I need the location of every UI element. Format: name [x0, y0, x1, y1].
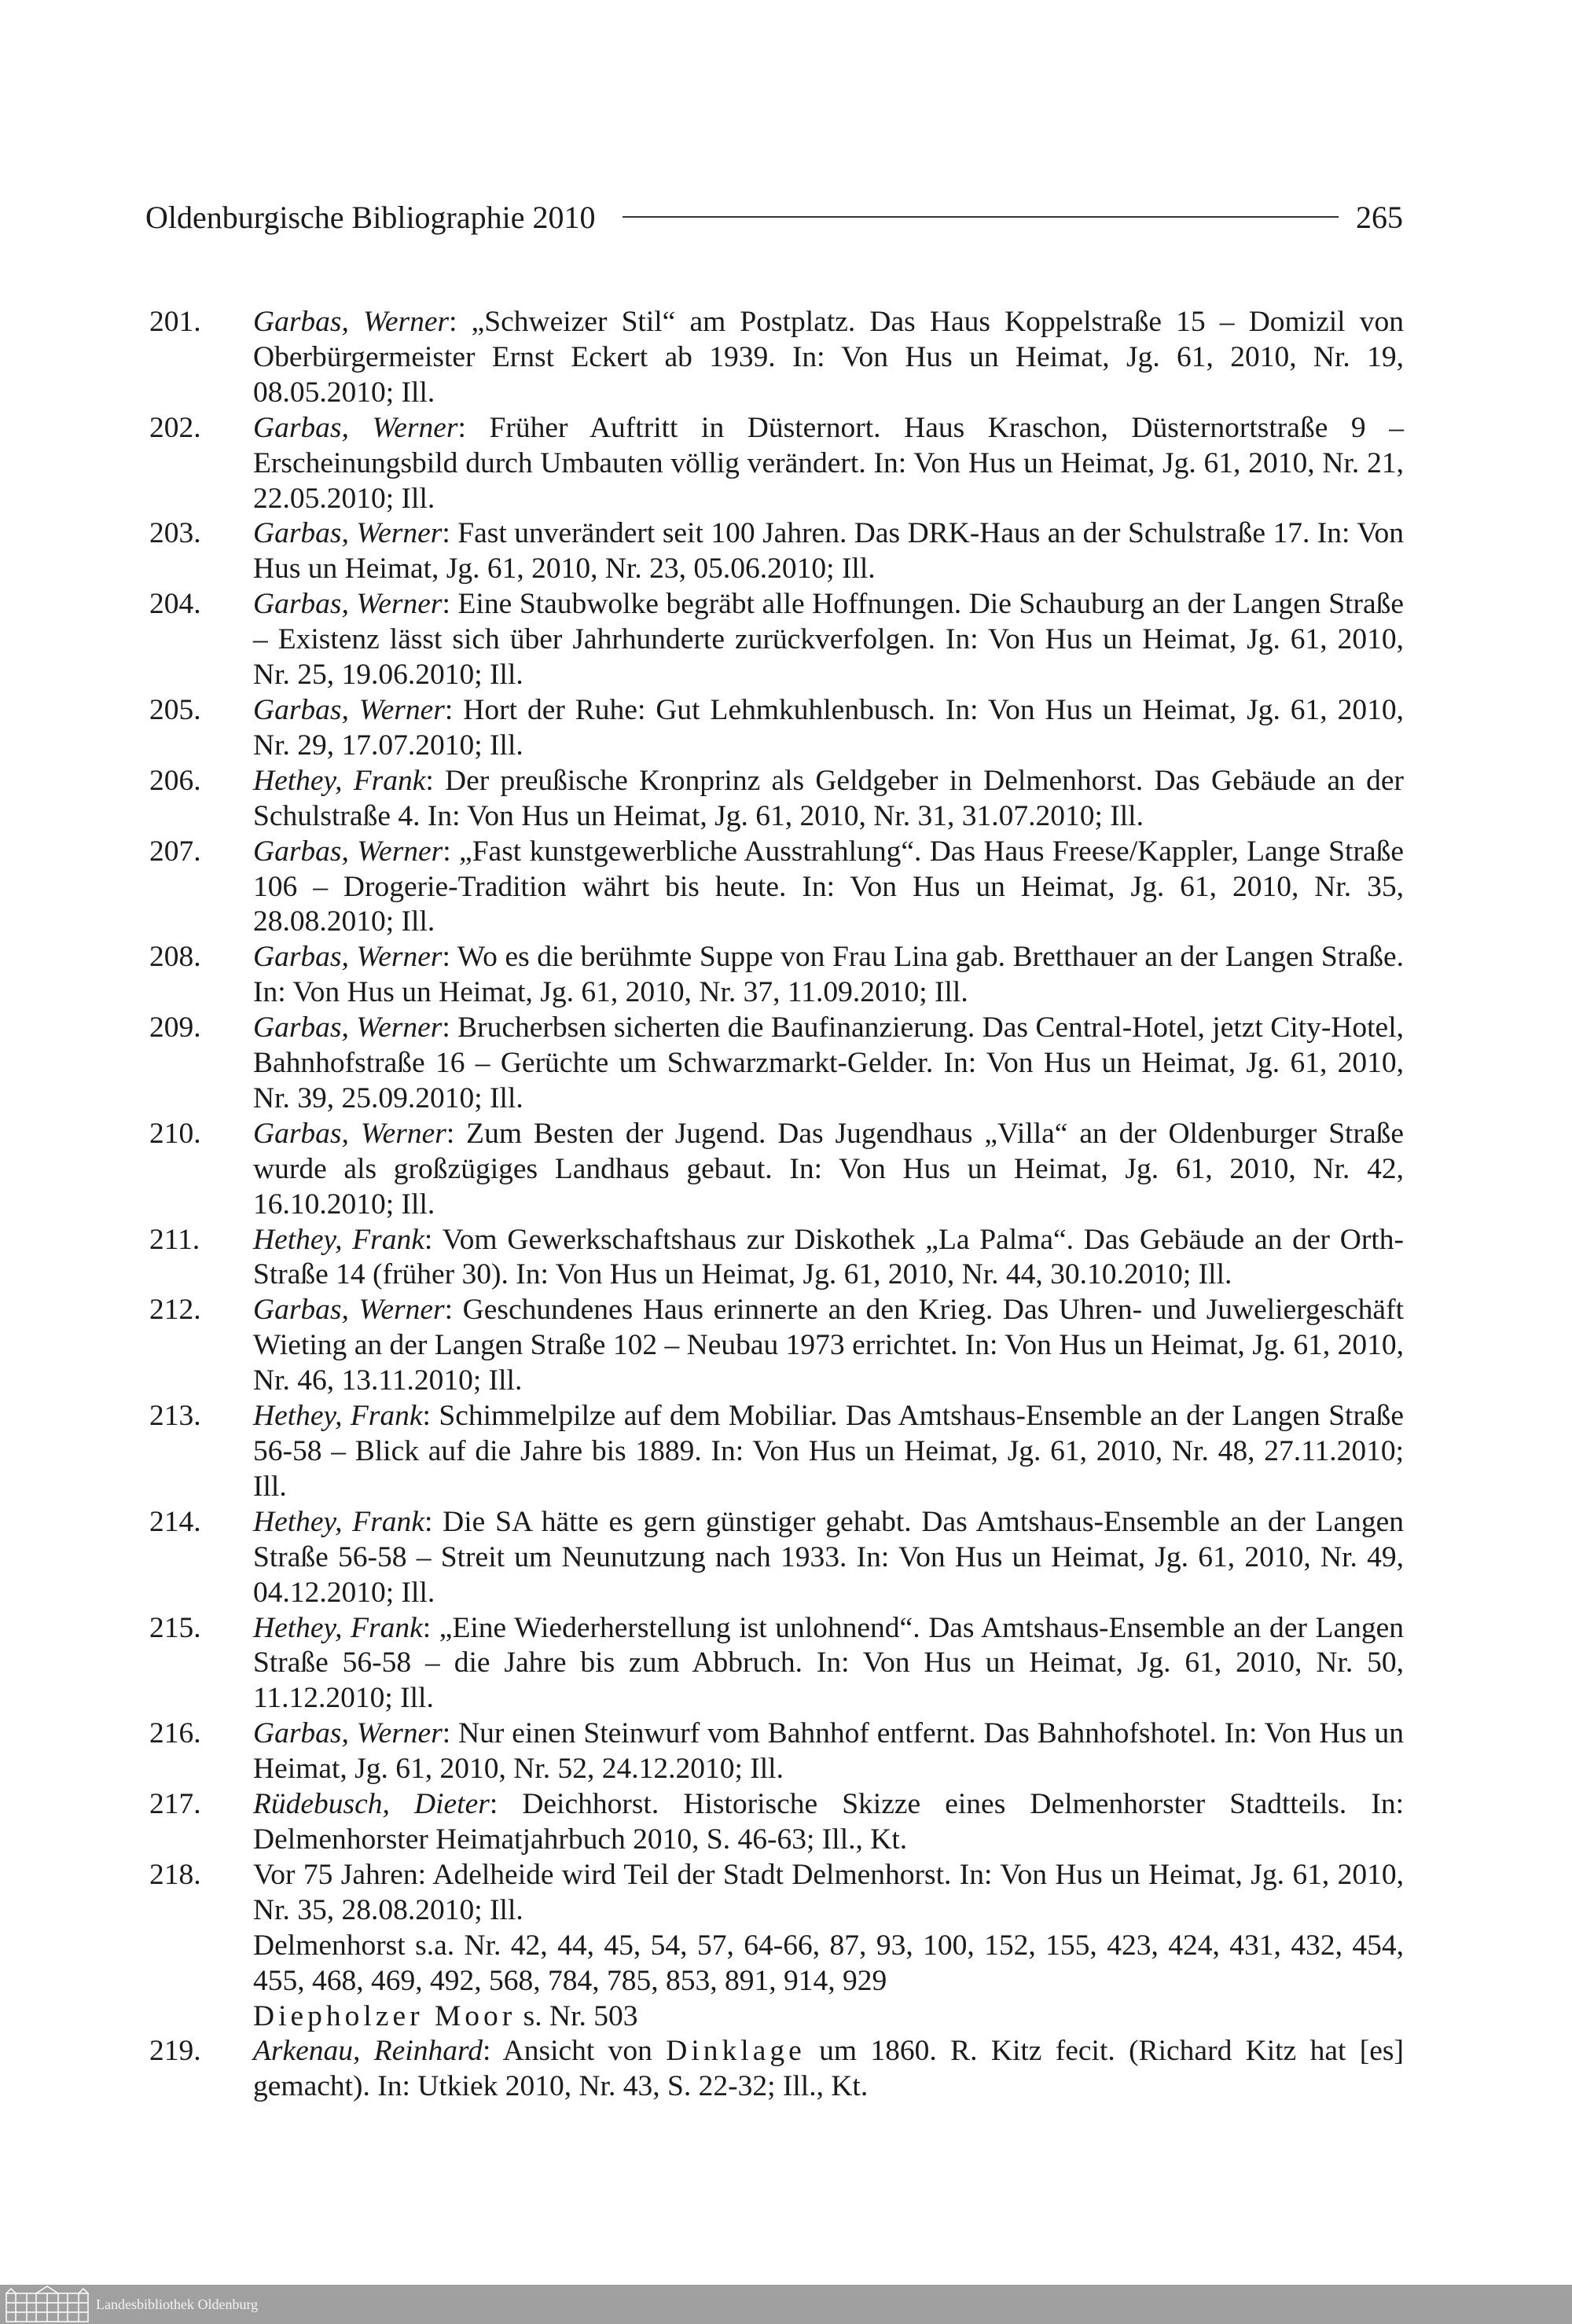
entry-body: : Zum Besten der Jugend. Das Jugendhaus „Villa“ an der Oldenburger Straße wurde als großzügiges Landhaus gebaut. In: Von Hus un Heimat, Jg. 61, 2010, Nr. 42, 16.10.2010; Ill. — [253, 1117, 1404, 1221]
entry-author: Garbas, Werner — [253, 1717, 443, 1750]
bibliography-entry — [149, 1611, 1404, 1717]
bibliography-entry — [149, 516, 1404, 587]
cross-reference: Delmenhorst s.a. Nr. 42, 44, 45, 54, 57, 64-66, 87, 93, 100, 152, 155, 423, 424, 431, 432, 454, 455, 468, 469, 492, 568, 784, 785, 853, 891, 914, 929 — [253, 1929, 1404, 1997]
entry-author: Hethey, Frank — [253, 1400, 423, 1433]
bibliography-entries — [149, 305, 1404, 2105]
entry-body: : Der preußische Kronprinz als Geldgeber in Delmenhorst. Das Gebäude an der Schulstraße 4. In: Von Hus un Heimat, Jg. 61, 2010, Nr. 31, 31.07.2010; Ill. — [253, 764, 1405, 832]
entry-text — [253, 587, 1404, 693]
library-building-logo — [5, 2285, 90, 2323]
entry-body: : „Fast kunstgewerbliche Ausstrahlung“. Das Haus Freese/Kappler, Lange Straße 106 – Drogerie-Tradition währt bis heute. In: Von Hus un Heimat, Jg. 61, 2010, Nr. 35, 28.08.2010; Ill. — [253, 835, 1404, 938]
entry-number: 201. — [149, 306, 201, 338]
entry-body: : Hort der Ruhe: Gut Lehmkuhlenbusch. In: Von Hus un Heimat, Jg. 61, 2010, Nr. 29, 17.07.2010; Ill. — [253, 693, 1404, 762]
entry-author: Hethey, Frank — [253, 1611, 423, 1644]
entry-number: 218. — [149, 1858, 201, 1891]
entry-author: Garbas, Werner — [253, 693, 445, 726]
entry-number: 210. — [149, 1117, 201, 1150]
entry-body: : Nur einen Steinwurf vom Bahnhof entfernt. Das Bahnhofshotel. In: Von Hus un Heimat, Jg. 61, 2010, Nr. 52, 24.12.2010; Ill. — [253, 1717, 1404, 1786]
entry-body: Vor 75 Jahren: Adelheide wird Teil der Stadt Delmenhorst. In: Von Hus un Heimat, Jg. 61, 2010, Nr. 35, 28.08.2010; Ill. — [253, 1858, 1404, 1926]
entry-author: Hethey, Frank — [253, 764, 426, 797]
bibliography-entry — [149, 1716, 1404, 1787]
entry-text — [253, 1858, 1404, 1929]
entry-author: Arkenau, Reinhard — [253, 2035, 483, 2068]
entry-number: 202. — [149, 411, 201, 444]
footer-label: Landesbibliothek Oldenburg — [96, 2296, 259, 2312]
entry-text — [253, 411, 1404, 517]
entry-text — [253, 1716, 1404, 1787]
cross-reference-text: s. Nr. 503 — [516, 1999, 638, 2032]
bibliography-entry — [149, 693, 1404, 764]
entry-body: : Brucherbsen sicherten die Baufinanzierung. Das Central-Hotel, jetzt City-Hotel, Bahnhofstraße 16 – Gerüchte um Schwarzmarkt-Gelder. In: Von Hus un Heimat, Jg. 61, 2010, Nr. 39, 25.09.2010; Ill. — [253, 1011, 1404, 1114]
entry-author: Garbas, Werner — [253, 517, 443, 550]
running-header — [145, 195, 1403, 239]
entry-number: 219. — [149, 2035, 201, 2068]
bibliography-entry — [149, 940, 1404, 1011]
entry-body: : Geschundenes Haus erinnerte an den Krieg. Das Uhren- und Juweliergeschäft Wieting an der Langen Straße 102 – Neubau 1973 errichtet. In: Von Hus un Heimat, Jg. 61, 2010, Nr. 46, 13.11.2010; Ill. — [253, 1294, 1404, 1397]
entry-number: 212. — [149, 1294, 201, 1327]
header-rule — [623, 216, 1339, 218]
entry-number: 214. — [149, 1505, 201, 1538]
entry-author: Hethey, Frank — [253, 1505, 424, 1538]
bibliography-entry — [149, 1011, 1404, 1117]
bibliography-entry — [149, 305, 1404, 411]
entry-number: 203. — [149, 517, 201, 550]
bibliography-entry — [149, 1293, 1404, 1399]
entry-number: 215. — [149, 1611, 201, 1644]
entry-number: 204. — [149, 588, 201, 621]
entry-author: Garbas, Werner — [253, 1294, 445, 1327]
entry-author: Garbas, Werner — [253, 411, 458, 444]
entry-body: : „Eine Wiederherstellung ist unlohnend“. Das Amtshaus-Ensemble an der Langen Straße 56-58 – die Jahre bis zum Abbruch. In: Von Hus un Heimat, Jg. 61, 2010, Nr. 50, 11.12.2010; Ill. — [253, 1611, 1405, 1715]
entry-text — [253, 2034, 1404, 2105]
entry-text — [253, 1117, 1404, 1223]
bibliography-entry — [149, 1223, 1404, 1294]
bibliography-entry — [149, 1858, 1404, 1929]
entry-author: Garbas, Werner — [253, 941, 443, 974]
entry-body: : „Schweizer Stil“ am Postplatz. Das Haus Koppelstraße 15 – Domizil von Oberbürgermeister Ernst Eckert ab 1939. In: Von Hus un Heimat, Jg. 61, 2010, Nr. 19, 08.05.2010; Ill. — [253, 306, 1404, 409]
bibliography-entry — [149, 2034, 1404, 2105]
entry-text — [253, 1787, 1404, 1858]
entry-body: : Deichhorst. Historische Skizze eines Delmenhorster Stadtteils. In: Delmenhorster Heimatjahrbuch 2010, S. 46-63; Ill., Kt. — [253, 1788, 1405, 1856]
entry-number: 205. — [149, 693, 201, 726]
bibliography-entry — [149, 1787, 1404, 1858]
entry-body: : Früher Auftritt in Düsternort. Haus Kraschon, Düsternortstraße 9 – Erscheinungsbild durch Umbauten völlig verändert. In: Von Hus un Heimat, Jg. 61, 2010, Nr. 21, 22.05.2010; Ill. — [253, 411, 1404, 515]
entry-author: Rüdebusch, Dieter — [253, 1788, 490, 1821]
entry-body: : Eine Staubwolke begräbt alle Hoffnungen. Die Schauburg an der Langen Straße – Existenz lässt sich über Jahrhunderte zurückverfolgen. In: Von Hus un Heimat, Jg. 61, 2010, Nr. 25, 19.06.2010; Ill. — [253, 588, 1405, 692]
cross-reference — [149, 1999, 1404, 2035]
header-title: Oldenburgische Bibliographie 2010 — [145, 199, 596, 235]
entry-text — [253, 693, 1404, 764]
entry-author: Garbas, Werner — [253, 1117, 446, 1150]
entry-body: : Vom Gewerkschaftshaus zur Diskothek „La Palma“. Das Gebäude an der Orth-Straße 14 (früher 30). In: Von Hus un Heimat, Jg. 61, 2010, Nr. 44, 30.10.2010; Ill. — [253, 1223, 1404, 1291]
entry-body: : Ansicht von — [482, 2035, 667, 2068]
entry-text — [253, 1505, 1404, 1611]
entry-number: 208. — [149, 941, 201, 974]
bibliography-entry — [149, 587, 1404, 693]
entry-text — [253, 1293, 1404, 1399]
entry-body: : Schimmelpilze auf dem Mobiliar. Das Amtshaus-Ensemble an der Langen Straße 56-58 – Blick auf die Jahre bis 1889. In: Von Hus un Heimat, Jg. 61, 2010, Nr. 48, 27.11.2010; Ill. — [253, 1400, 1404, 1503]
entry-text — [253, 305, 1404, 411]
entry-number: 209. — [149, 1011, 201, 1045]
entry-text — [253, 1399, 1404, 1505]
entry-author: Hethey, Frank — [253, 1223, 424, 1256]
entry-body: : Wo es die berühmte Suppe von Frau Lina gab. Bretthauer an der Langen Straße. In: Von Hus un Heimat, Jg. 61, 2010, Nr. 37, 11.09.2010; Ill. — [253, 941, 1404, 1009]
entry-author: Garbas, Werner — [253, 1011, 443, 1045]
entry-text — [253, 1223, 1404, 1294]
entry-author: Garbas, Werner — [253, 306, 450, 338]
entry-number: 213. — [149, 1400, 201, 1433]
entry-body: : Fast unverändert seit 100 Jahren. Das DRK-Haus an der Schulstraße 17. In: Von Hus un Heimat, Jg. 61, 2010, Nr. 23, 05.06.2010; Ill. — [253, 517, 1404, 586]
place-name: Diepholzer Moor — [253, 1999, 516, 2032]
bibliography-entry — [149, 764, 1404, 835]
place-name: Dinklage — [666, 2035, 806, 2068]
entry-text — [253, 835, 1404, 941]
entry-author: Garbas, Werner — [253, 588, 443, 621]
entry-number: 206. — [149, 764, 201, 797]
entry-number: 211. — [149, 1223, 200, 1256]
entry-number: 207. — [149, 835, 201, 868]
bibliography-entry — [149, 835, 1404, 941]
entry-author: Garbas, Werner — [253, 835, 443, 868]
entry-body: : Die SA hätte es gern günstiger gehabt. Das Amtshaus-Ensemble an der Langen Straße 56-58 – Streit um Neunutzung nach 1933. In: Von Hus un Heimat, Jg. 61, 2010, Nr. 49, 04.12.2010; Ill. — [253, 1505, 1404, 1609]
footer-bar — [0, 2285, 1572, 2324]
entry-number: 217. — [149, 1788, 201, 1821]
entry-text — [253, 940, 1404, 1011]
bibliography-entry — [149, 411, 1404, 517]
bibliography-entry — [149, 1505, 1404, 1611]
entry-number: 216. — [149, 1717, 201, 1750]
entry-text — [253, 1011, 1404, 1117]
page-number: 265 — [1356, 199, 1403, 235]
entry-text — [253, 764, 1404, 835]
bibliography-entry — [149, 1117, 1404, 1223]
entry-text — [253, 1611, 1404, 1717]
entry-body: um 1860. R. Kitz fecit. (Richard Kitz hat [es] gemacht). In: Utkiek 2010, Nr. 43, S. 22-32; Ill., Kt. — [253, 2035, 1404, 2103]
bibliography-entry — [149, 1399, 1404, 1505]
entry-text — [253, 516, 1404, 587]
